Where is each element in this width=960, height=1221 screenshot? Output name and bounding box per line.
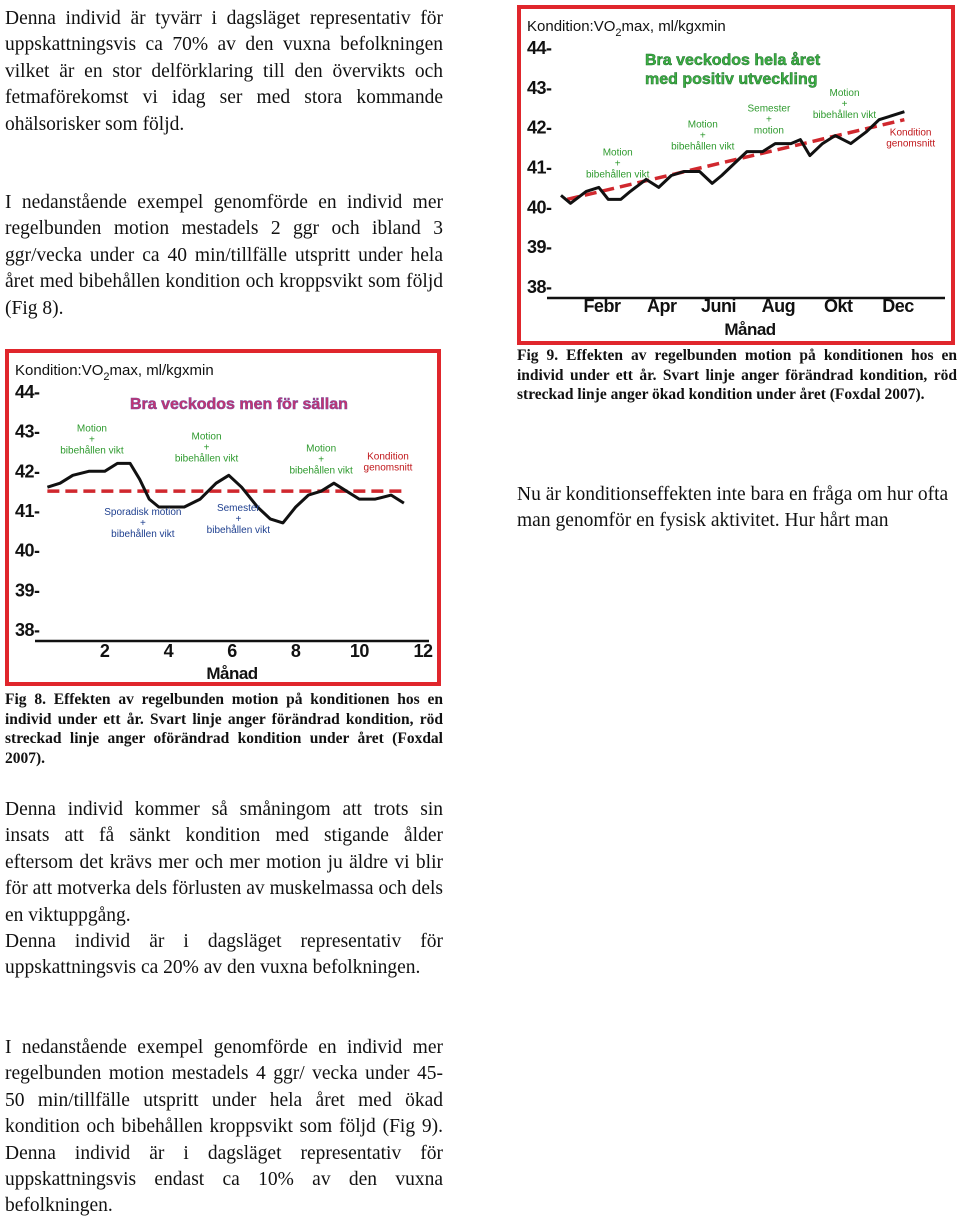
fig9-caption-block bbox=[517, 346, 957, 405]
x-tick-label: 2 bbox=[99, 641, 110, 661]
y-tick-label: 39- bbox=[527, 237, 552, 258]
x-tick-label: 4 bbox=[163, 641, 174, 661]
left-column-p2 bbox=[5, 190, 443, 322]
chart-headline: Bra veckodos men för sällan bbox=[130, 396, 348, 413]
x-tick-label: 12 bbox=[413, 641, 433, 661]
fig9-chart bbox=[517, 5, 955, 345]
left-paragraph-2: I nedanstående exempel genomförde en individ mer regelbunden motion mestadels 2 ggr och ibland 3 ggr/vecka under ca 40 min/tillfälle utspritt under hela året med bibehållen kondition och kroppsvikt som följd (Fig 8). bbox=[5, 192, 443, 319]
fig8-svg bbox=[5, 349, 441, 686]
chart-headline-line: med positiv utveckling bbox=[645, 71, 818, 88]
y-tick-label: 44- bbox=[527, 38, 552, 58]
right-column-p1 bbox=[517, 482, 957, 535]
chart-title: $Kondition:VO_2\max$, ml/kgxmin bbox=[527, 18, 726, 39]
left-column-p5 bbox=[5, 1035, 443, 1220]
chart-annotation: Kondition genomsnitt bbox=[886, 127, 936, 150]
chart-annotation: Motion + bibehållen vikt bbox=[812, 87, 877, 121]
chart-headline-line: Bra veckodos hela året bbox=[645, 52, 821, 69]
left-column bbox=[5, 6, 443, 138]
x-tick-label: Okt bbox=[823, 296, 853, 316]
chart-annotation: Motion + bibehållen vikt bbox=[289, 443, 353, 477]
right-paragraph-1: Nu är konditionseffekten inte bara en fråga om hur ofta man genomför en fysisk aktivitet. Hur hårt man bbox=[517, 484, 949, 532]
x-axis-label: Månad bbox=[206, 664, 258, 683]
y-tick-label: 41- bbox=[527, 157, 552, 178]
y-tick-label: 40- bbox=[527, 197, 552, 218]
x-tick-label: 10 bbox=[349, 641, 369, 661]
x-tick-label: Febr bbox=[583, 296, 621, 316]
fig8-caption: Fig 8. Effekten av regelbunden motion på konditionen hos en individ under ett år. Svart linje anger förändrad kondition, röd streckad linje anger oförändrad kondition under året (Foxdal 2007). bbox=[5, 691, 443, 767]
chart-annotation: Semester + motion bbox=[747, 103, 791, 137]
y-tick-label: 43- bbox=[15, 421, 40, 442]
left-column-p3 bbox=[5, 797, 443, 982]
y-tick-label: 38- bbox=[15, 620, 40, 640]
x-tick-label: 8 bbox=[290, 641, 301, 661]
chart-annotation: Motion + bibehållen vikt bbox=[586, 147, 650, 181]
left-paragraph-3: Denna individ kommer så småningom att trots sin insats att få sänkt kondition med stigande ålder eftersom det krävs mer och mer motion ju äldre vi blir för att motverka dels förlusten av muskelmassa och dels en viktuppgång. bbox=[5, 799, 443, 926]
x-tick-label: 6 bbox=[227, 641, 237, 661]
y-tick-label: 40- bbox=[15, 540, 40, 561]
chart-annotation: Motion + bibehållen vikt bbox=[174, 431, 239, 465]
fig9-svg bbox=[517, 5, 955, 345]
y-tick-label: 42- bbox=[15, 461, 40, 482]
x-tick-label: Dec bbox=[882, 296, 914, 316]
y-tick-label: 41- bbox=[15, 501, 40, 521]
left-paragraph-5: I nedanstående exempel genomförde en individ mer regelbunden motion mestadels 4 ggr/ vecka under 45-50 min/tillfälle utspritt under hela året med ökad kondition och bibehållen kroppsvikt som följd (Fig 9). Denna individ är i dagsläget representativ för uppskattningsvis endast ca 10% av den vuxna befolkningen. bbox=[5, 1037, 443, 1217]
left-paragraph-4: Denna individ är i dagsläget representativ för uppskattningsvis ca 20% av den vuxna befolkningen. bbox=[5, 931, 443, 979]
x-tick-label: Apr bbox=[647, 296, 677, 316]
chart-annotation: Sporadisk motion + bibehållen vikt bbox=[104, 506, 182, 540]
x-axis-label: Månad bbox=[724, 320, 776, 339]
y-tick-label: 38- bbox=[527, 277, 552, 297]
left-paragraph-1: Denna individ är tyvärr i dagsläget representativ för uppskattningsvis ca 70% av den vuxna befolkningen vilket är en stor delförklaring till den övervikts och fetmaförekomst vi idag ser med stora kommande ohälsorisker som följd. bbox=[5, 8, 443, 135]
x-tick-label: Juni bbox=[700, 296, 737, 316]
chart-title: $Kondition:VO_2\max$, ml/kgxmin bbox=[15, 362, 214, 383]
fig8-chart bbox=[5, 349, 441, 686]
y-tick-label: 43- bbox=[527, 77, 552, 98]
chart-annotation: Motion + bibehållen vikt bbox=[60, 423, 124, 457]
y-tick-label: 42- bbox=[527, 117, 552, 138]
fig8-caption-block bbox=[5, 690, 443, 768]
y-tick-label: 44- bbox=[15, 382, 40, 402]
chart-annotation: Motion + bibehållen vikt bbox=[671, 119, 735, 153]
chart-annotation: Kondition genomsnitt bbox=[363, 451, 413, 474]
fig9-caption: Fig 9. Effekten av regelbunden motion på konditionen hos en individ under ett år. Svart linje anger förändrad kondition, röd streckad linje anger ökad kondition under året (Foxdal 2007). bbox=[517, 347, 957, 403]
y-tick-label: 39- bbox=[15, 580, 40, 601]
x-tick-label: Aug bbox=[761, 296, 796, 316]
chart-annotation: Semester + bibehållen vikt bbox=[206, 503, 271, 536]
